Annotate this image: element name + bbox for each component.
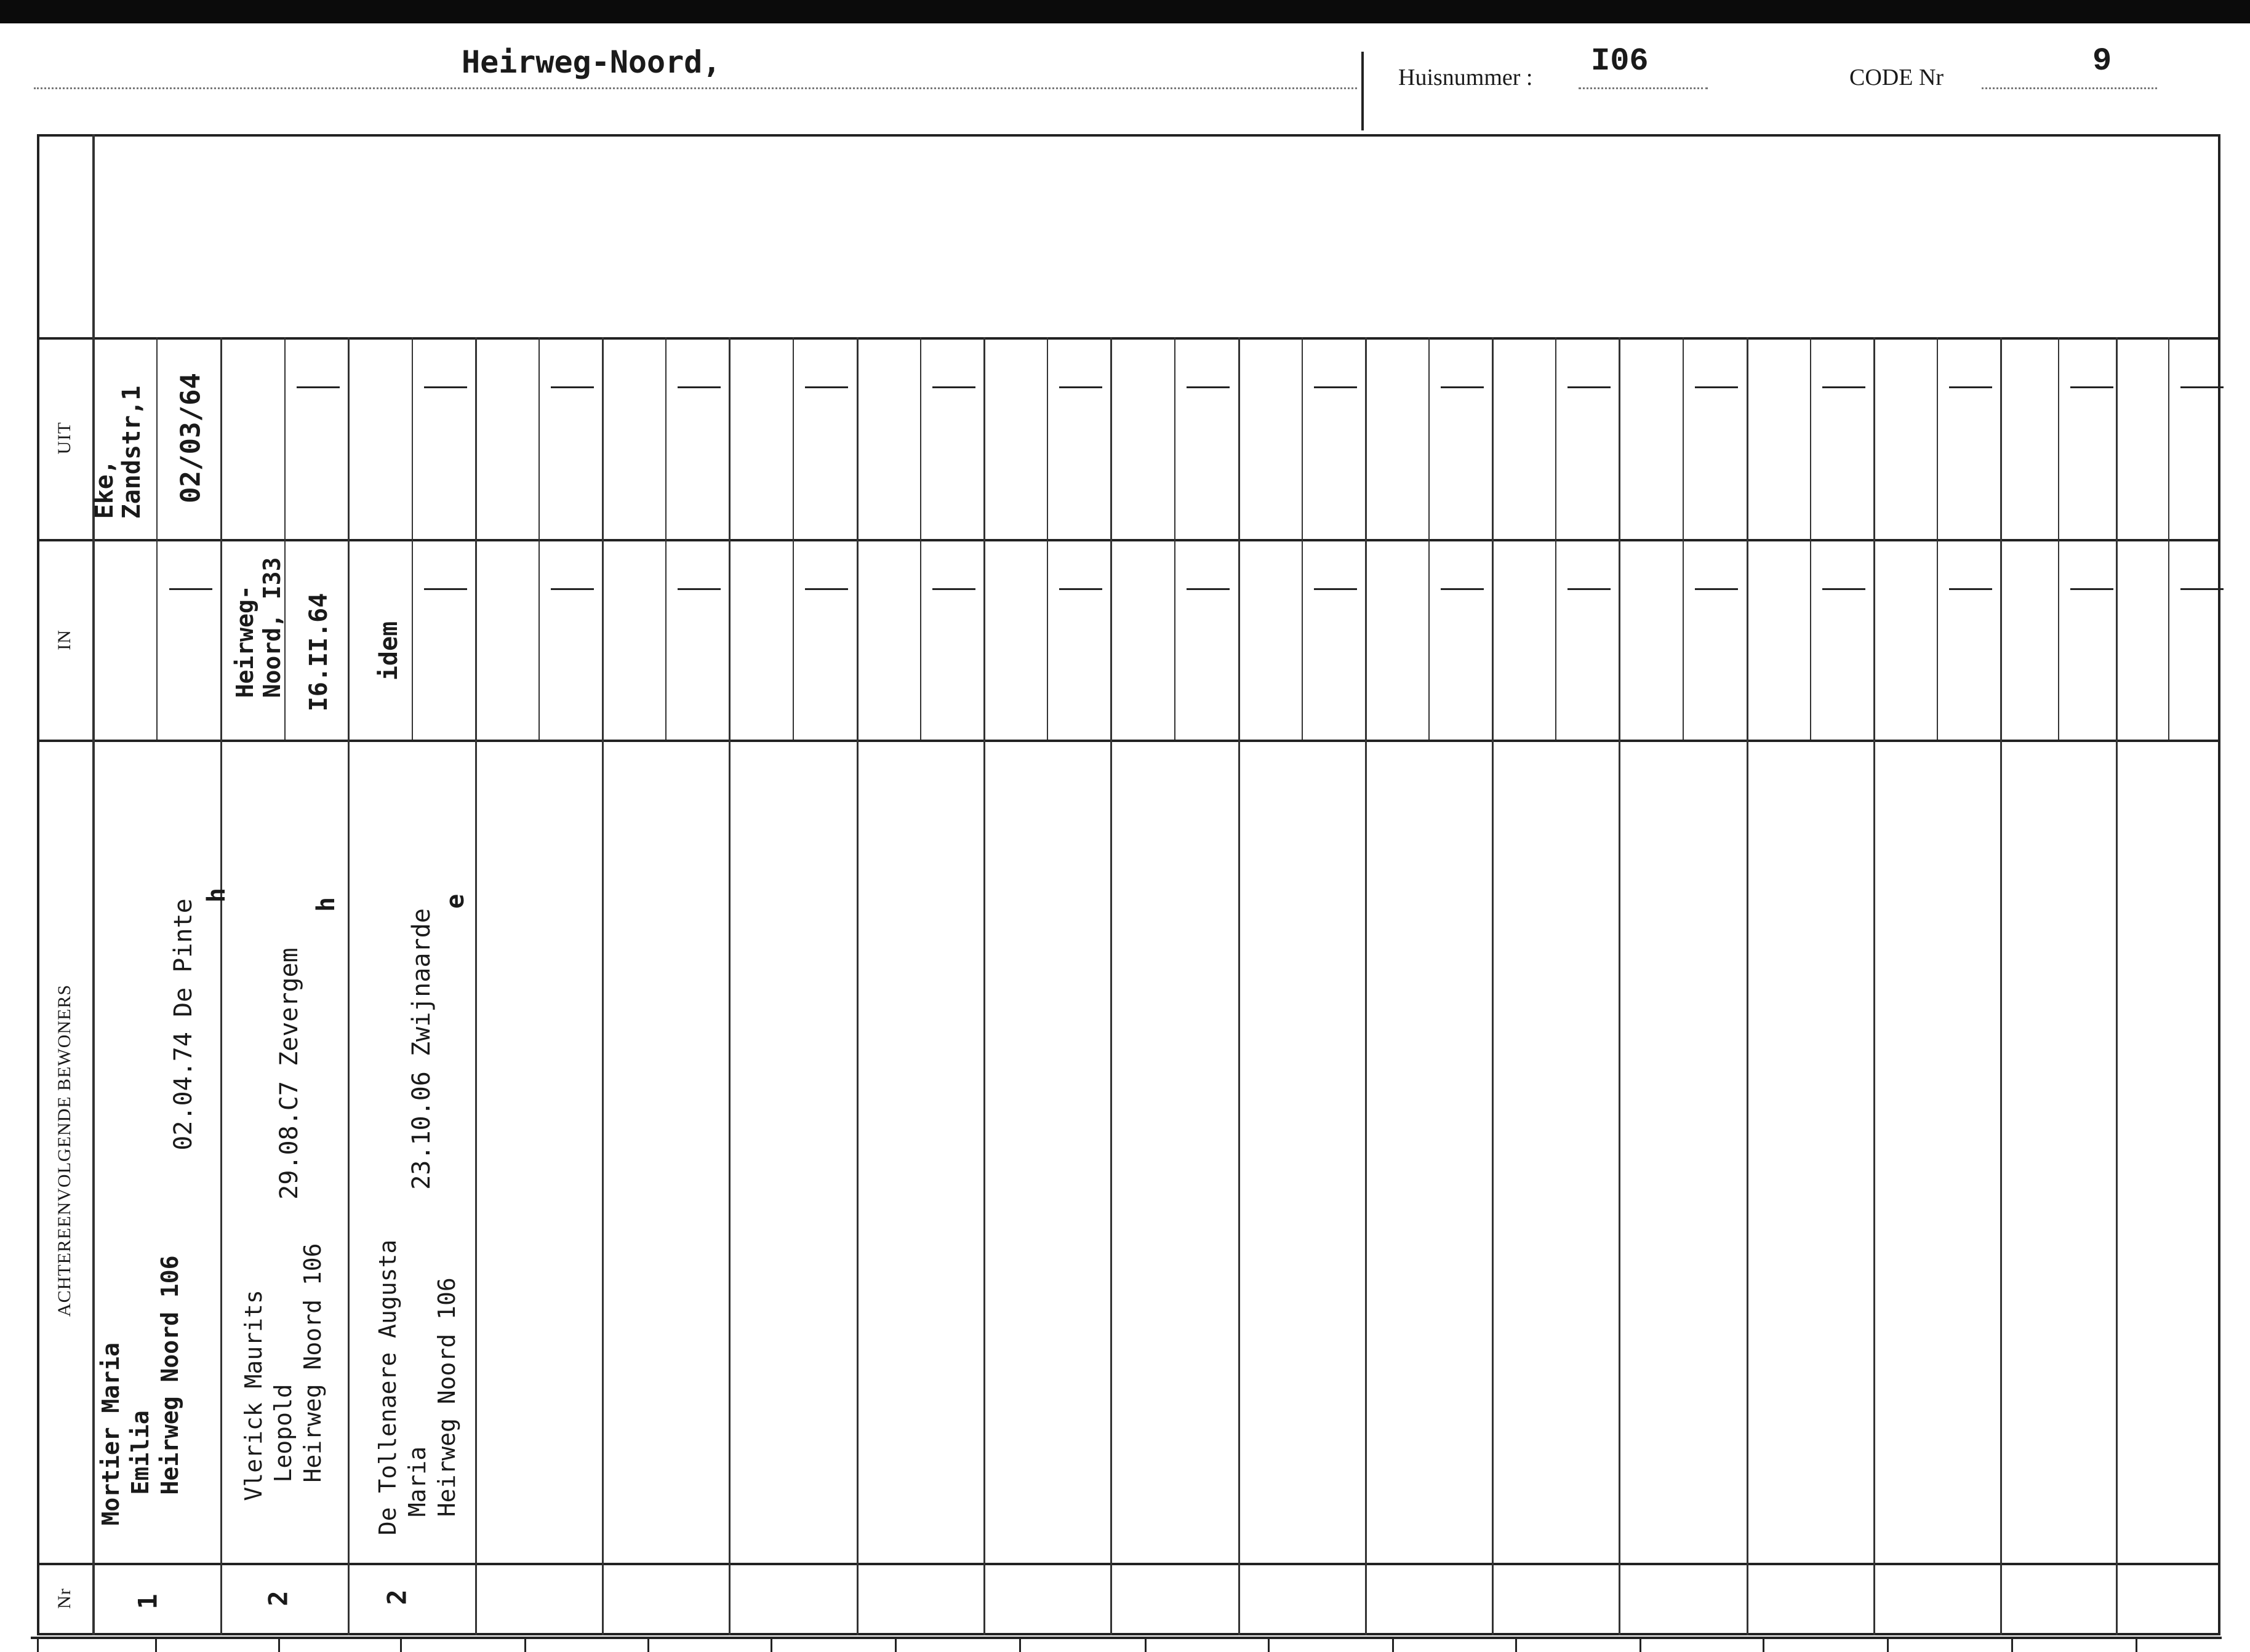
empty-cell-dash (1949, 386, 1992, 388)
resident-2-in-place-line1: Heirweg- (231, 585, 258, 698)
header-separator (1361, 52, 1364, 130)
label-uit: UIT (54, 421, 74, 455)
resident-2-birth: 29.08.C7 Zevergem (275, 948, 303, 1200)
resident-1-name-line1: Mortier Maria (97, 1343, 124, 1526)
empty-cell-dash (1695, 588, 1738, 590)
column-divider (1365, 337, 1367, 1635)
bottom-tick (400, 1638, 402, 1652)
empty-cell-dash (1314, 588, 1357, 590)
row-divider-uit (37, 337, 2220, 340)
empty-cell-dash (1822, 386, 1865, 388)
bottom-tick (37, 1638, 39, 1652)
sub-column-divider (1683, 337, 1684, 740)
column-divider (1238, 337, 1240, 1635)
empty-cell-dash (1441, 588, 1484, 590)
column-divider (983, 337, 985, 1635)
sub-column-divider (1174, 337, 1175, 740)
empty-cell-dash (2070, 386, 2113, 388)
sub-column-divider (1428, 337, 1430, 740)
empty-cell-dash (1822, 588, 1865, 590)
empty-cell-dash (297, 386, 340, 388)
sub-column-divider (1047, 337, 1048, 740)
empty-cell-dash (1187, 588, 1230, 590)
resident-3-nr: 2 (382, 1589, 412, 1605)
bottom-edge-line (31, 1637, 2222, 1639)
resident-1-name (96, 1256, 185, 1526)
empty-cell-dash (424, 588, 467, 590)
sub-column-divider (412, 337, 413, 740)
row-divider-residents (37, 740, 2220, 742)
scan-top-border (0, 0, 2250, 23)
resident-3-name (373, 1240, 462, 1535)
resident-2-mark: h (312, 896, 340, 912)
empty-cell-dash (2180, 588, 2224, 590)
sub-column-divider (1302, 337, 1303, 740)
resident-3-birth: 23.10.06 Zwijnaarde (407, 908, 436, 1190)
sub-column-divider (2058, 337, 2059, 740)
label-nr: Nr (54, 1588, 74, 1609)
column-divider (857, 337, 859, 1635)
code-number-label: CODE Nr (1849, 65, 1944, 90)
empty-cell-dash (1187, 386, 1230, 388)
resident-2-address: Heirweg Noord 106 (299, 1243, 326, 1483)
resident-1-uit-place-text2: Zandstr,1 (118, 385, 146, 519)
empty-cell-dash (932, 588, 975, 590)
empty-cell-dash (805, 386, 848, 388)
empty-cell-dash (932, 386, 975, 388)
resident-2-name-line2: Leopold (270, 1384, 297, 1483)
bottom-tick (1145, 1638, 1147, 1652)
resident-2-in-place (231, 557, 286, 698)
bottom-tick (647, 1638, 649, 1652)
bottom-tick (771, 1638, 772, 1652)
bottom-tick (2136, 1638, 2137, 1652)
column-divider (2116, 337, 2118, 1635)
house-number-label: Huisnummer : (1398, 65, 1533, 90)
resident-3-address: Heirweg Noord 106 (433, 1277, 460, 1517)
empty-cell-dash (805, 588, 848, 590)
resident-2-name-line1: Vlerick Maurits (240, 1290, 267, 1501)
bottom-tick (1268, 1638, 1270, 1652)
resident-1-uit-place-block (91, 386, 145, 519)
sub-column-divider (665, 337, 667, 740)
code-number-dotted-line (1982, 87, 2157, 89)
bottom-tick (1392, 1638, 1394, 1652)
resident-3-mark: e (441, 893, 470, 909)
sub-column-divider (2168, 337, 2169, 740)
column-divider (2000, 337, 2002, 1635)
label-column-divider (92, 134, 95, 1635)
column-divider (729, 337, 731, 1635)
empty-cell-dash (678, 386, 721, 388)
sub-column-divider (1555, 337, 1556, 740)
empty-cell-dash (1949, 588, 1992, 590)
empty-cell-dash (1567, 588, 1611, 590)
empty-cell-dash (424, 386, 467, 388)
column-divider (1747, 337, 1748, 1635)
empty-cell-dash (551, 588, 594, 590)
label-residents: ACHTEREENVOLGENDE BEWONERS (54, 984, 74, 1317)
resident-2-in-date: I6.II.64 (305, 593, 333, 712)
sub-column-divider (1937, 337, 1938, 740)
house-number-dotted-line (1579, 87, 1708, 89)
empty-cell-dash (2070, 588, 2113, 590)
bottom-tick (1887, 1638, 1889, 1652)
column-divider (1492, 337, 1494, 1635)
empty-cell-dash (1695, 386, 1738, 388)
empty-cell-dash (1314, 386, 1357, 388)
resident-2-name (239, 1243, 327, 1501)
resident-1-name-line2: Emilia (127, 1410, 154, 1495)
row-divider-nr (37, 1563, 2220, 1565)
column-divider (1110, 337, 1112, 1635)
label-in: IN (54, 629, 74, 650)
resident-1-address: Heirweg Noord 106 (156, 1255, 183, 1495)
resident-2-in-place-line2: Noord, I33 (258, 557, 286, 698)
sub-column-divider (1810, 337, 1811, 740)
resident-2-nr: 2 (263, 1590, 294, 1606)
resident-1-nr: 1 (132, 1594, 163, 1610)
resident-3-name-line2: Maria (404, 1446, 431, 1517)
resident-1-uit-place-text1: Eke, (90, 460, 119, 519)
bottom-tick (1639, 1638, 1641, 1652)
empty-cell-dash (1059, 588, 1102, 590)
column-divider (220, 337, 222, 1635)
empty-cell-dash (169, 588, 212, 590)
sub-column-divider (538, 337, 540, 740)
column-divider (475, 337, 477, 1635)
bottom-tick (895, 1638, 897, 1652)
column-divider (1873, 337, 1875, 1635)
house-number-value: I06 (1591, 43, 1649, 79)
bottom-tick (2011, 1638, 2013, 1652)
column-divider (348, 337, 350, 1635)
column-divider (1619, 337, 1620, 1635)
street-dotted-line (34, 87, 1357, 89)
sub-column-divider (156, 337, 158, 740)
resident-3-in: idem (375, 621, 403, 681)
empty-cell-dash (678, 588, 721, 590)
resident-1-birth: 02.04.74 De Pinte (169, 898, 198, 1151)
empty-cell-dash (1441, 386, 1484, 388)
bottom-tick (1515, 1638, 1517, 1652)
code-number-value: 9 (2092, 43, 2112, 79)
bottom-tick (1019, 1638, 1021, 1652)
bottom-tick (1763, 1638, 1764, 1652)
resident-1-mark: h (202, 887, 231, 903)
empty-cell-dash (1059, 386, 1102, 388)
row-divider-in (37, 539, 2220, 541)
resident-1-uit-date: 02/03/64 (175, 373, 207, 503)
bottom-tick (155, 1638, 157, 1652)
bottom-tick (524, 1638, 526, 1652)
sub-column-divider (920, 337, 921, 740)
street-name: Heirweg-Noord, (462, 44, 721, 80)
empty-cell-dash (1567, 386, 1611, 388)
empty-cell-dash (2180, 386, 2224, 388)
bottom-tick (278, 1638, 280, 1652)
sub-column-divider (793, 337, 794, 740)
column-divider (602, 337, 604, 1635)
empty-cell-dash (551, 386, 594, 388)
resident-3-name-line1: De Tollenaere Augusta (374, 1239, 401, 1536)
register-table (37, 134, 2220, 1635)
